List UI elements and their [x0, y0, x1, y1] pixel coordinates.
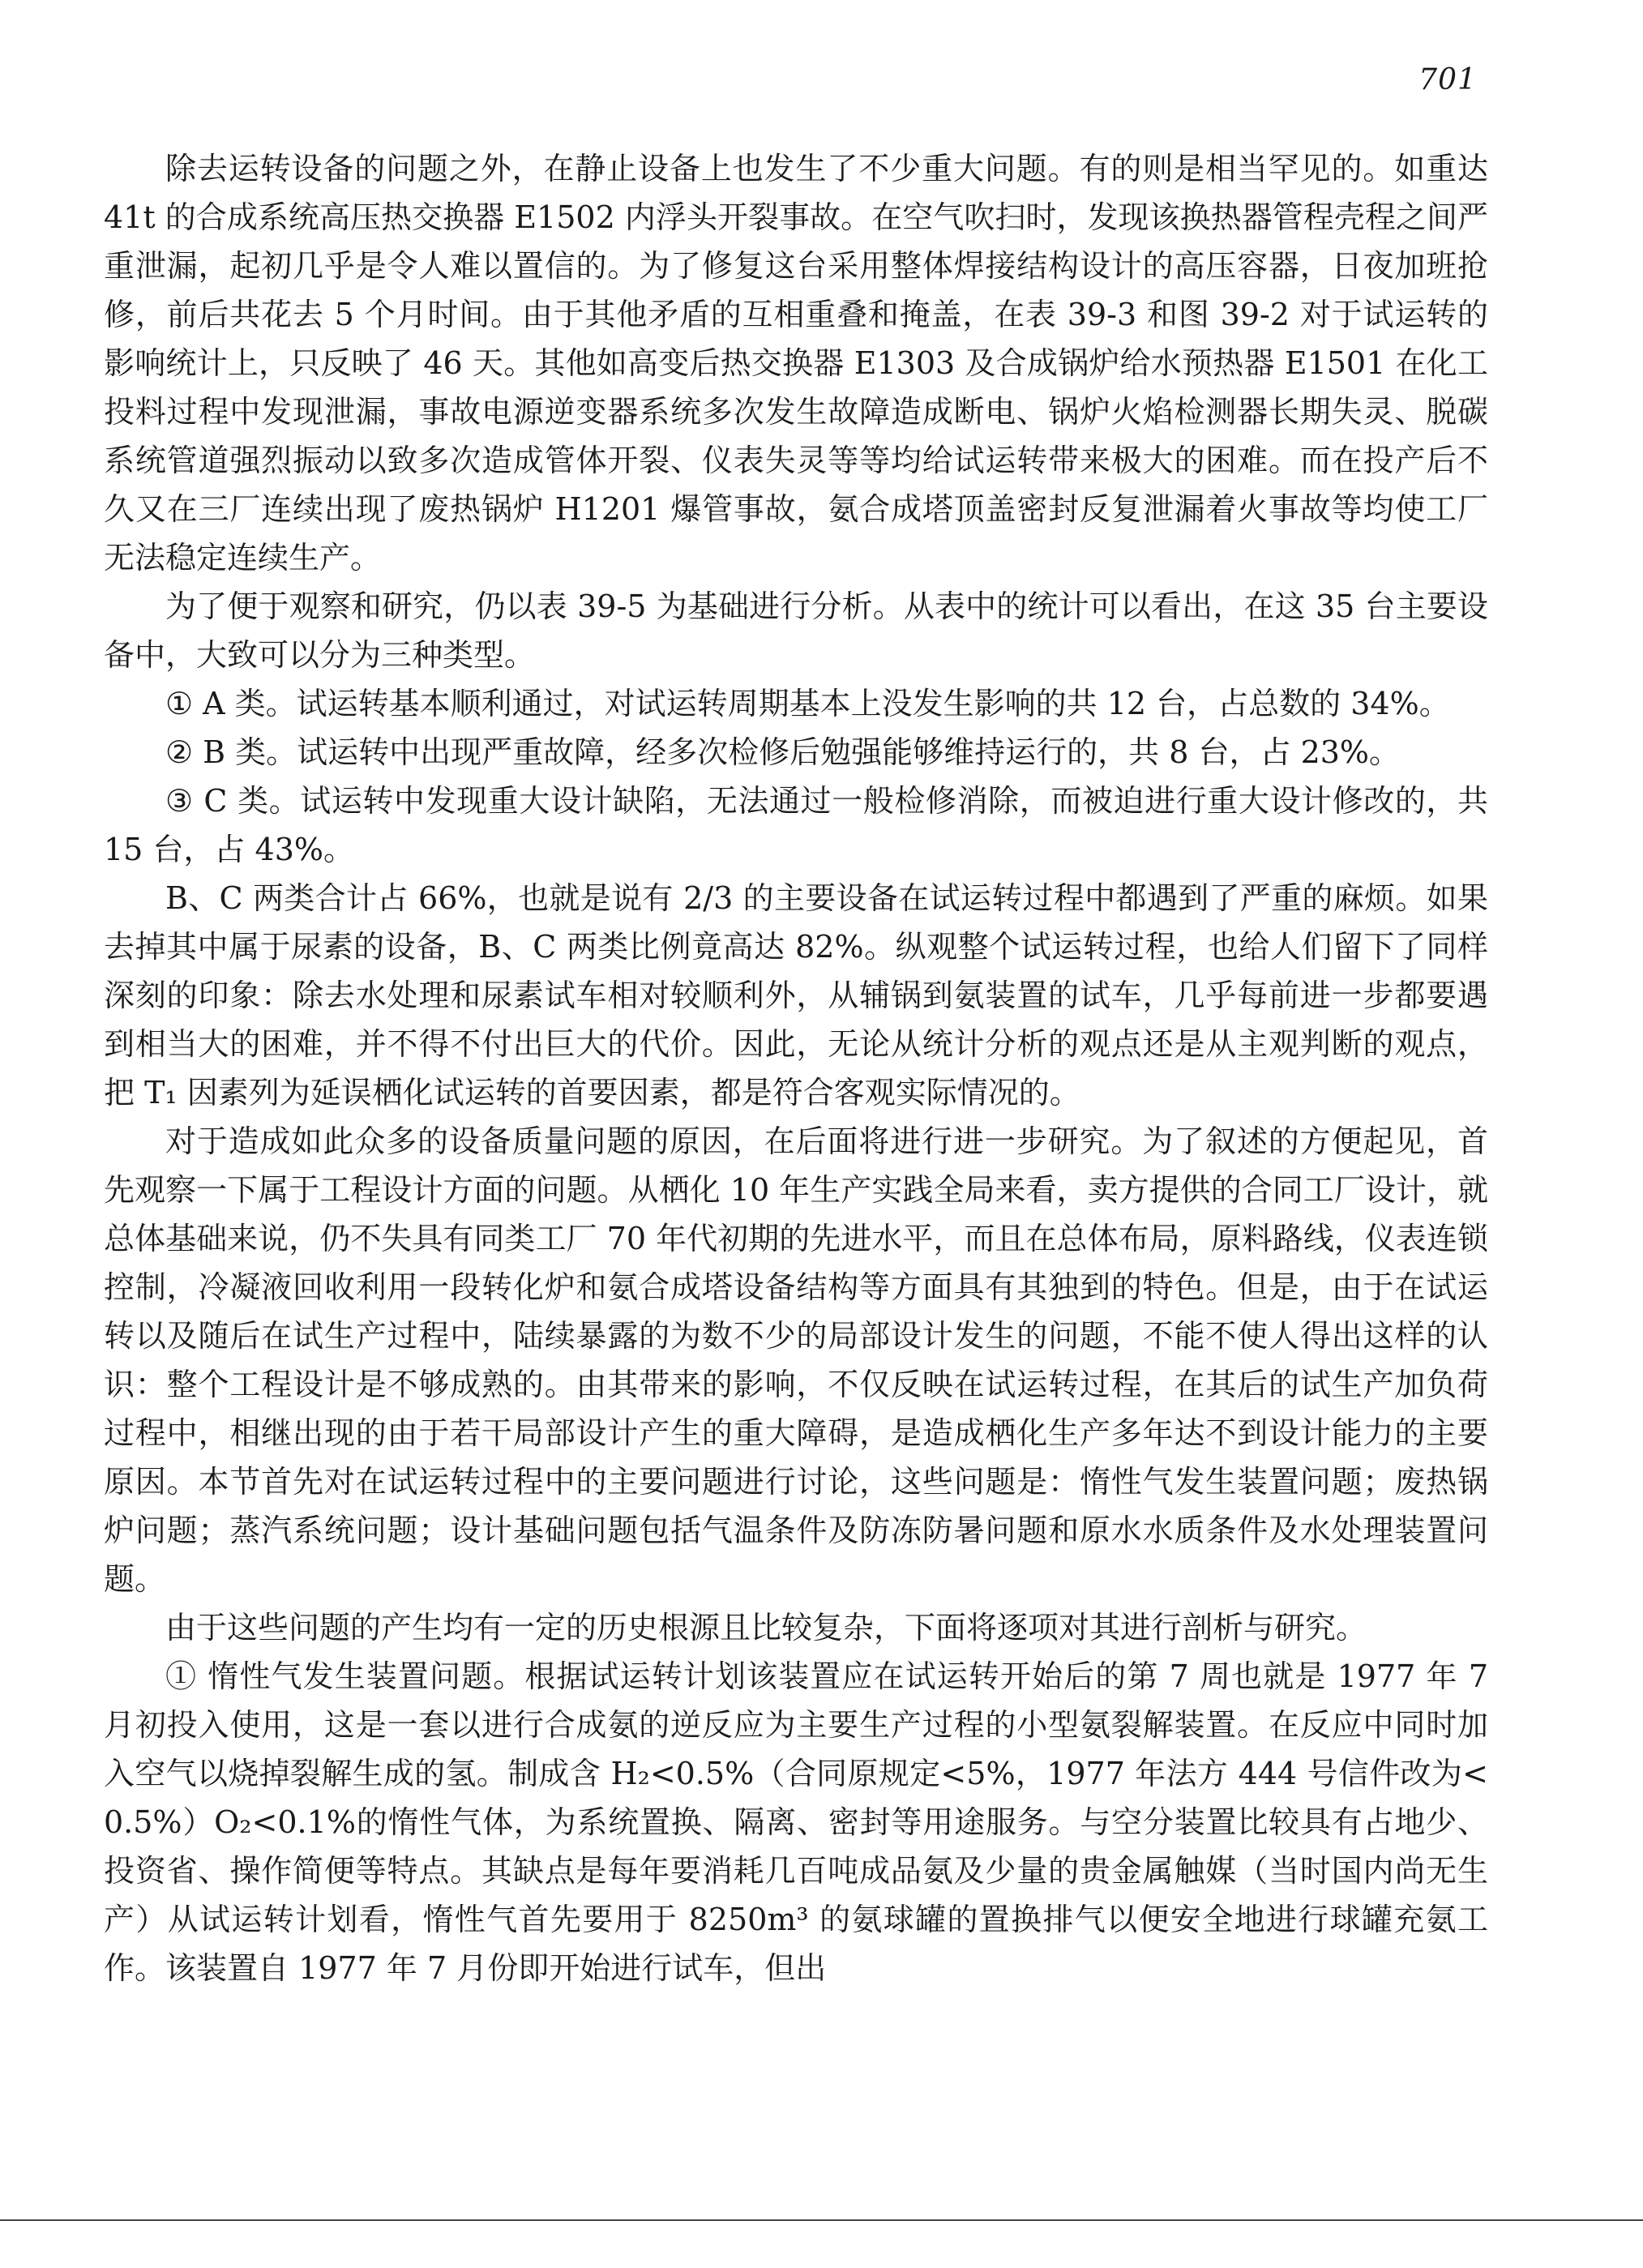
body-text: [104, 144, 1488, 1992]
list-item-class-c: ③ C 类。试运转中发现重大设计缺陷，无法通过一般检修消除，而被迫进行重大设计修改的，共 15 台，占 43%。: [104, 783, 1488, 867]
page-number: 701: [1418, 63, 1477, 96]
paragraph: 除去运转设备的问题之外，在静止设备上也发生了不少重大问题。有的则是相当罕见的。如重达 41t 的合成系统高压热交换器 E1502 内浮头开裂事故。在空气吹扫时，发现该换热器管程壳程之间严重泄漏，起初几乎是令人难以置信的。为了修复这台采用整体焊接结构设计的高压容器，日夜加班抢修，前后共花去 5 个月时间。由于其他矛盾的互相重叠和掩盖，在表 39-3 和图 39-2 对于试运转的影响统计上，只反映了 46 天。其他如高变后热交换器 E1303 及合成锅炉给水预热器 E1501 在化工投料过程中发现泄漏，事故电源逆变器系统多次发生故障造成断电、锅炉火焰检测器长期失灵、脱碳系统管道强烈振动以致多次造成管体开裂、仪表失灵等等均给试运转带来极大的困难。而在投产后不久又在三厂连续出现了废热锅炉 H1201 爆管事故，氨合成塔顶盖密封反复泄漏着火事故等均使工厂无法稳定连续生产。: [104, 151, 1488, 576]
paragraph: 对于造成如此众多的设备质量问题的原因，在后面将进行进一步研究。为了叙述的方便起见，首先观察一下属于工程设计方面的问题。从栖化 10 年生产实践全局来看，卖方提供的合同工厂设计，就总体基础来说，仍不失具有同类工厂 70 年代初期的先进水平，而且在总体布局，原料路线，仪表连锁控制，冷凝液回收利用一段转化炉和氨合成塔设备结构等方面具有其独到的特色。但是，由于在试运转以及随后在试生产过程中，陆续暴露的为数不少的局部设计发生的问题，不能不使人得出这样的认识：整个工程设计是不够成熟的。由其带来的影响，不仅反映在试运转过程，在其后的试生产加负荷过程中，相继出现的由于若干局部设计产生的重大障碍，是造成栖化生产多年达不到设计能力的主要原因。本节首先对在试运转过程中的主要问题进行讨论，这些问题是：惰性气发生装置问题；废热锅炉问题；蒸汽系统问题；设计基础问题包括气温条件及防冻防暑问题和原水水质条件及水处理装置问题。: [104, 1123, 1488, 1597]
list-item-class-b: ② B 类。试运转中出现严重故障，经多次检修后勉强能够维持运行的，共 8 台，占 23%。: [165, 734, 1401, 770]
paragraph: 由于这些问题的产生均有一定的历史根源且比较复杂，下面将逐项对其进行剖析与研究。: [165, 1610, 1367, 1645]
paragraph: B、C 两类合计占 66%，也就是说有 2/3 的主要设备在试运转过程中都遇到了严重的麻烦。如果去掉其中属于尿素的设备，B、C 两类比例竟高达 82%。纵观整个试运转过程，也给人们留下了同样深刻的印象：除去水处理和尿素试车相对较顺利外，从辅锅到氨装置的试车，几乎每前进一步都要遇到相当大的困难，并不得不付出巨大的代价。因此，无论从统计分析的观点还是从主观判断的观点，把 T₁ 因素列为延误栖化试运转的首要因素，都是符合客观实际情况的。: [104, 880, 1488, 1110]
list-item-class-a: ① A 类。试运转基本顺利通过，对试运转周期基本上没发生影响的共 12 台，占总数的 34%。: [165, 686, 1450, 721]
paragraph: 为了便于观察和研究，仍以表 39-5 为基础进行分析。从表中的统计可以看出，在这 35 台主要设备中，大致可以分为三种类型。: [104, 588, 1488, 673]
footer-rule: [0, 2219, 1643, 2221]
list-item-inert-gas: ① 惰性气发生装置问题。根据试运转计划该装置应在试运转开始后的第 7 周也就是 1977 年 7 月初投入使用，这是一套以进行合成氨的逆反应为主要生产过程的小型氨裂解装置。在反应中同时加入空气以烧掉裂解生成的氢。制成含 H₂<0.5%（合同原规定<5%，1977 年法方 444 号信件改为<0.5%）O₂<0.1%的惰性气体，为系统置换、隔离、密封等用途服务。与空分装置比较具有占地少、投资省、操作简便等特点。其缺点是每年要消耗几百吨成品氨及少量的贵金属触媒（当时国内尚无生产）从试运转计划看，惰性气首先要用于 8250m³ 的氨球罐的置换排气以便安全地进行球罐充氨工作。该装置自 1977 年 7 月份即开始进行试车，但出: [104, 1658, 1488, 1986]
